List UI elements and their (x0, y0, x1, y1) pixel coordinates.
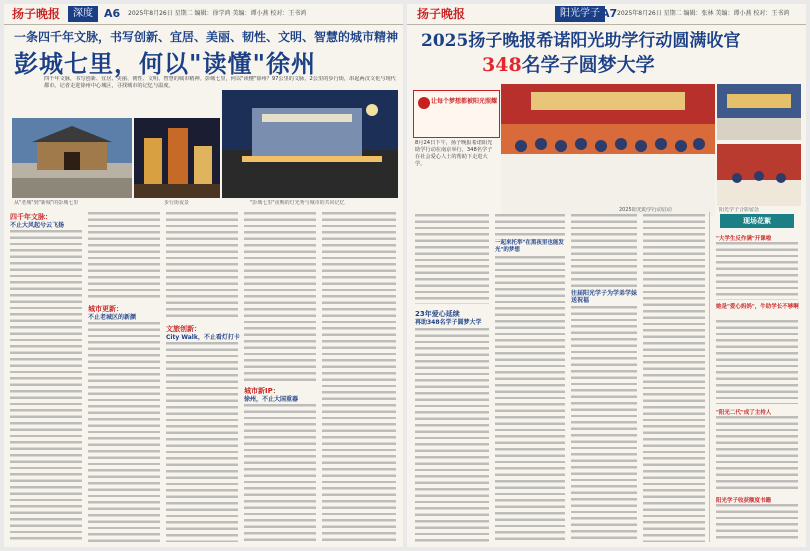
article-column-3b (166, 342, 238, 542)
article-column-3a (571, 214, 637, 290)
subhead-1-detail: 不止大风起兮云飞扬 (10, 222, 65, 229)
sidebar-text-2 (716, 320, 798, 404)
plaza-photo (222, 90, 398, 198)
header-meta: 2025年8月26日 星期二 编辑：徐学鸿 美编：谭小燕 校对：王书鸿 (128, 10, 307, 17)
banner-text: 让每个梦想都被阳光照耀 (431, 98, 498, 105)
right-newspaper-page (407, 4, 806, 547)
photo2-caption: 步行街夜景 (164, 200, 190, 206)
subhead-2-detail: 不止老城区的新颜 (88, 314, 137, 321)
article-column-3b (571, 306, 637, 542)
sidebar-box (709, 212, 802, 542)
subhead-3-detail: City Walk，不止看灯打卡 (166, 334, 240, 341)
sidebar-text-4 (716, 504, 798, 540)
sidebar-text-3 (716, 416, 798, 492)
masthead-logo: 扬子晚报 (12, 7, 61, 21)
subhead-1: 四千年文脉： (10, 213, 52, 221)
article-column-2b (88, 322, 160, 542)
sidebar-item-1: "大学生反作满"开课啦 (716, 236, 772, 242)
deck-line: 一条四千年文脉，书写创新、宜居、美丽、韧性、文明、智慧的城市精神 (14, 30, 399, 44)
sidebar-text-1 (716, 242, 798, 300)
subhead-2-detail: 一起来托举"在黑夜里也能发光"的梦想 (495, 240, 564, 253)
photo-caption-left: 2025阳光助学行动启动 (619, 207, 672, 213)
headline-line-2 (482, 50, 655, 77)
right-page-header (407, 4, 806, 25)
sidebar-item-3: "阳光二代"成了主持人 (716, 410, 772, 416)
section-tag: 阳光学子 (555, 6, 605, 22)
city-gate-photo (12, 118, 132, 198)
article-column-2a (495, 214, 565, 240)
group-photo (501, 84, 715, 216)
page-number: A7 (601, 7, 618, 20)
sidebar-item-4: 阳光学子收获额度书籍 (716, 498, 772, 504)
article-column-3a (166, 212, 238, 320)
subhead-2: 往届阳光学子为学弟学妹送祝福 (571, 290, 638, 304)
article-column-1 (10, 230, 82, 542)
photo-caption-right: 阳光学子合影留念 (719, 207, 760, 213)
left-page-header (4, 4, 403, 25)
subhead-1: 23年爱心延续 (415, 310, 460, 318)
lead-paragraph: 四千年文脉，书写创新、宜居、美丽、韧性、文明、智慧的城市精神。彭城七里，何以"读懂"徐州？97公里的文脉，2公里的步行街，串起两汉文化与现代都市。记者走进徐州中心城区，寻找城市的记忆与温度。 (44, 76, 396, 89)
article-column-5 (322, 212, 396, 542)
header-meta: 2025年8月26日 星期二 编辑：张林 美编：谭小燕 校对：王书鸿 (617, 10, 790, 17)
article-column-1a (415, 214, 489, 304)
article-column-4b (244, 404, 316, 542)
headline-line-2-text: 名学子圆梦大学 (521, 54, 655, 76)
article-column-2b (495, 256, 565, 542)
subhead-4-detail: 徐州，不止大国重器 (244, 396, 299, 403)
lead-paragraph: 8月24日下午，扬子晚报希诺阳光助学行动在南京举行，348名学子在社会爱心人士的帮助下走进大学。 (415, 140, 493, 167)
article-column-1b (415, 328, 489, 542)
article-column-2a (88, 212, 160, 300)
sun-badge-icon (418, 97, 430, 109)
campaign-banner (413, 90, 500, 138)
night-street-photo (134, 118, 220, 198)
masthead-logo: 扬子晚报 (417, 7, 466, 21)
photo3-caption: "彭城七里"夜晚的灯光秀与城市的共同记忆 (250, 200, 345, 206)
subhead-4: 城市新IP： (244, 387, 280, 395)
article-column-4 (643, 214, 705, 542)
sidebar-item-2: 她是"爱心妈妈"，牛助学长不够啊 (716, 304, 799, 310)
subhead-1-detail: 再助348名学子圆梦大学 (415, 319, 482, 326)
photo1-caption: 从"老城"到"新城"的彭城七里 (14, 200, 79, 206)
subhead-3: 文旅创新： (166, 325, 201, 333)
page-number: A6 (104, 7, 121, 20)
article-column-4a (244, 212, 316, 382)
sidebar-title: 现场花絮 (720, 214, 794, 228)
event-photo-1 (717, 84, 801, 140)
section-tag: 深度 (68, 6, 98, 22)
headline-number: 348 (482, 54, 522, 76)
subhead-2: 城市更新： (88, 305, 123, 313)
headline: 彭城七里，何以"读懂"徐州 (14, 49, 317, 78)
headline-line-1: 2025扬子晚报希诺阳光助学行动圆满收官 (421, 31, 741, 51)
left-newspaper-page (4, 4, 403, 547)
event-photo-2 (717, 144, 801, 206)
